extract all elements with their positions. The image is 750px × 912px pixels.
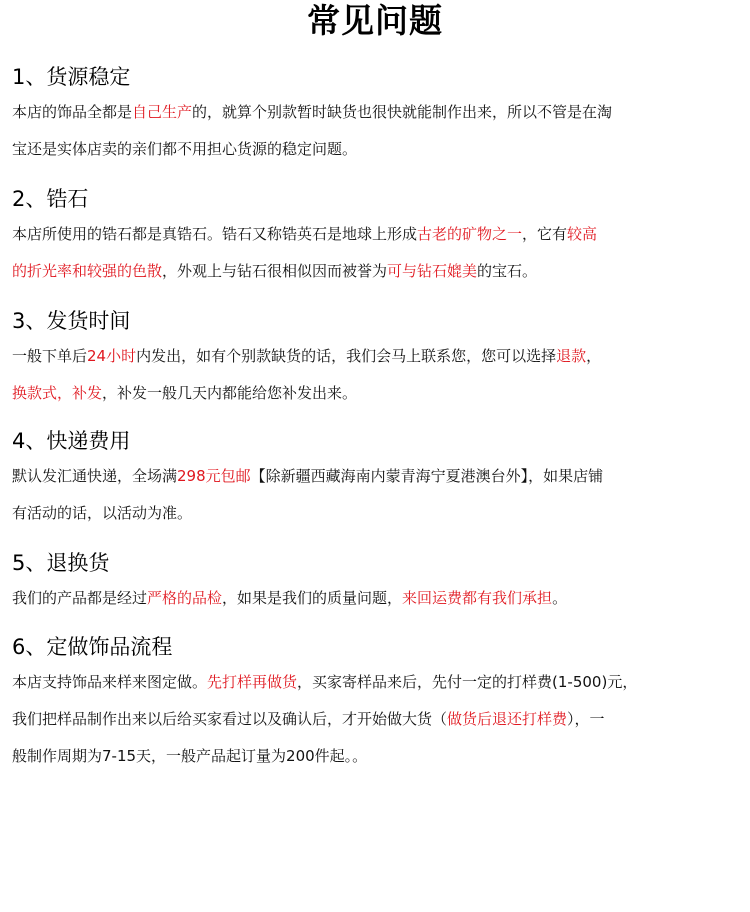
body-text: 。 xyxy=(552,589,568,607)
body-text: 本店的饰品全都是 xyxy=(12,103,133,121)
body-text: 本店所使用的锆石都是真锆石。锆石又称锆英石是地球上形成 xyxy=(12,225,418,243)
body-text: ，补发一般几天内都能给您补发出来。 xyxy=(102,384,358,402)
section-heading: 4、快递费用 xyxy=(12,429,131,453)
body-text: 的，就算个别款暂时缺货也很快就能制作出来，所以不管是在淘 xyxy=(192,103,613,121)
section-body xyxy=(12,458,742,532)
highlight-text: 做货后退还打样费 xyxy=(447,710,568,728)
body-line xyxy=(12,701,742,738)
section-body xyxy=(12,664,742,775)
highlight-text: 298元包邮 xyxy=(177,467,251,485)
body-text: 默认发汇通快递，全场满 xyxy=(12,467,178,485)
highlight-text: 的折光率和较强的色散 xyxy=(12,262,163,280)
highlight-text: 24小时 xyxy=(87,347,137,365)
body-text: 本店支持饰品来样来图定做。 xyxy=(12,673,208,691)
body-line xyxy=(12,375,742,412)
body-text: ），一 xyxy=(567,710,605,728)
highlight-text: 可与钻石媲美 xyxy=(387,262,478,280)
body-line xyxy=(12,253,742,290)
faq-section-returns xyxy=(12,550,742,617)
body-line xyxy=(12,458,742,495)
body-text: 我们的产品都是经过 xyxy=(12,589,148,607)
section-heading: 1、货源稳定 xyxy=(12,65,131,89)
body-line xyxy=(12,495,742,532)
highlight-text: 换款式，补发 xyxy=(12,384,103,402)
body-text: ，它有 xyxy=(522,225,568,243)
page-title: 常见问题 xyxy=(307,1,443,40)
section-heading: 6、定做饰品流程 xyxy=(12,635,173,659)
body-text: 般制作周期为7-15天，一般产品起订量为200件起。。 xyxy=(12,747,368,765)
body-text: 的宝石。 xyxy=(477,262,538,280)
body-line xyxy=(12,94,742,131)
faq-section-custom-order xyxy=(12,634,742,775)
faq-section-shipping-fee xyxy=(12,428,742,532)
body-line xyxy=(12,580,742,617)
section-heading: 2、锆石 xyxy=(12,187,89,211)
highlight-text: 严格的品检 xyxy=(147,589,223,607)
highlight-text: 先打样再做货 xyxy=(207,673,298,691)
section-body xyxy=(12,580,742,617)
highlight-text: 退款 xyxy=(556,347,587,365)
faq-section-shipping-time xyxy=(12,308,742,412)
body-line xyxy=(12,738,742,775)
highlight-text: 来回运费都有我们承担 xyxy=(402,589,553,607)
body-line xyxy=(12,664,742,701)
body-text: 宝还是实体店卖的亲们都不用担心货源的稳定问题。 xyxy=(12,140,358,158)
body-text: 【除新疆西藏海南内蒙青海宁夏港澳台外】，如果店铺 xyxy=(250,467,604,485)
body-line xyxy=(12,131,742,168)
body-text: ， xyxy=(586,347,602,365)
section-body xyxy=(12,94,742,168)
body-text: ，外观上与钻石很相似因而被誉为 xyxy=(162,262,388,280)
section-heading: 5、退换货 xyxy=(12,551,110,575)
body-text: 有活动的话，以活动为准。 xyxy=(12,504,193,522)
body-line xyxy=(12,338,742,375)
body-text: ，如果是我们的质量问题， xyxy=(222,589,403,607)
body-text: 我们把样品制作出来以后给买家看过以及确认后，才开始做大货（ xyxy=(12,710,448,728)
highlight-text: 古老的矿物之一 xyxy=(417,225,523,243)
highlight-text: 自己生产 xyxy=(132,103,193,121)
section-heading: 3、发货时间 xyxy=(12,309,131,333)
body-line xyxy=(12,216,742,253)
faq-section-zircon xyxy=(12,186,742,290)
body-text: 一般下单后 xyxy=(12,347,88,365)
section-body xyxy=(12,216,742,290)
section-body xyxy=(12,338,742,412)
body-text: 内发出，如有个别款缺货的话，我们会马上联系您，您可以选择 xyxy=(136,347,557,365)
body-text: ，买家寄样品来后，先付一定的打样费(1-500)元， xyxy=(297,673,638,691)
faq-section-supply xyxy=(12,64,742,168)
highlight-text: 较高 xyxy=(567,225,598,243)
